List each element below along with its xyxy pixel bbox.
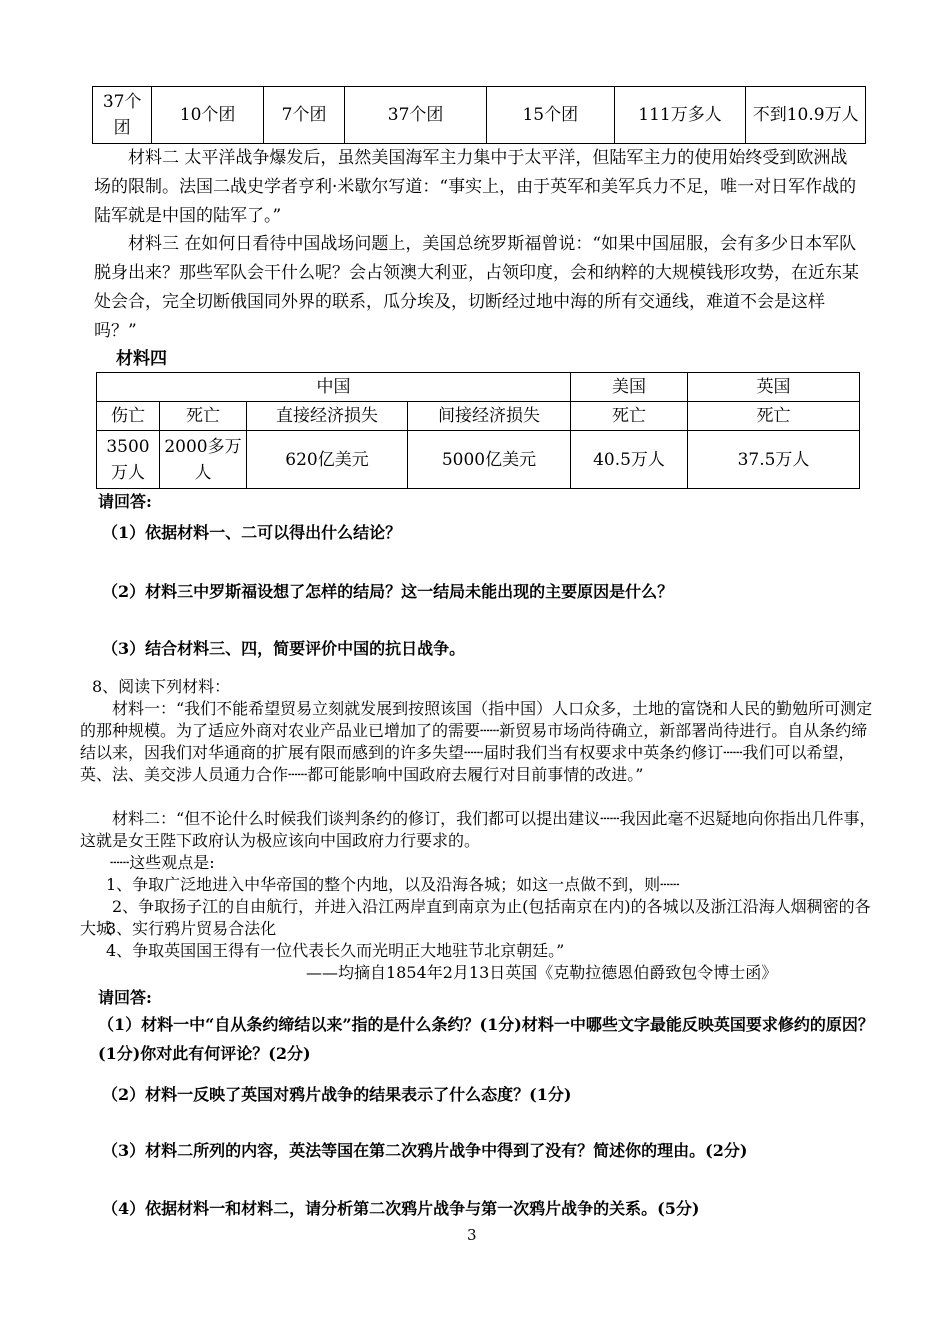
q8-source: ——均摘自1854年2月13日英国《克勒拉德恩伯爵致包令博士函》 (306, 963, 778, 982)
material-2: 材料二 太平洋战争爆发后，虽然美国海军主力集中于太平洋，但陆军主力的使用始终受到欧洲战场的限制。法国二战史学者亨利·米歇尔写道：“事实上，由于英军和美军兵力不足，唯一对日军作战的陆军就是中国的陆军了。” (94, 148, 857, 226)
q8-item: 4、争取英国国王得有一位代表长久而光明正大地驻节北京朝廷。” (106, 941, 565, 960)
table-cell: 7个团 (263, 87, 344, 144)
table-cell: 37个团 (93, 87, 152, 144)
page-number: 3 (467, 1226, 477, 1244)
question-8-1: （1）材料一中“自从条约缔结以来”指的是什么条约？(1分)材料一中哪些文字最能反映英国要求修约的原因？(1分)你对此有何评论？(2分) (98, 1015, 874, 1063)
table-cell: 111万多人 (614, 87, 746, 144)
material-3: 材料三 在如何日看待中国战场问题上，美国总统罗斯福曾说：“如果中国屈服，会有多少日本军队脱身出来？那些军队会干什么呢？会占领澳大利亚，占领印度，会和纳粹的大规模钱形攻势，在近东某处会合，完全切断俄国同外界的联系，瓜分埃及，切断经过地中海的所有交通线，难道不会是这样吗？” (94, 234, 859, 341)
table-row (97, 402, 860, 431)
table-row (97, 373, 860, 402)
subheader: 直接经济损失 (247, 402, 408, 431)
q8-viewpoints: ┄┄这些观点是: (110, 853, 215, 872)
material-4-title: 材料四 (116, 349, 167, 369)
subheader: 死亡 (688, 402, 860, 431)
table-cell: 10个团 (152, 87, 264, 144)
table-cell: 15个团 (486, 87, 614, 144)
table-cell: 不到10.9万人 (746, 87, 866, 144)
subheader: 死亡 (160, 402, 247, 431)
answer-prompt: 请回答: (98, 988, 152, 1007)
answer-prompt: 请回答: (98, 492, 152, 511)
question-7-3: （3）结合材料三、四，简要评价中国的抗日战争。 (102, 639, 466, 658)
question-7-2: （2）材料三中罗斯福设想了怎样的结局？这一结局未能出现的主要原因是什么？ (102, 582, 674, 601)
header-usa: 美国 (571, 373, 688, 402)
question-7-1: （1）依据材料一、二可以得出什么结论？ (102, 523, 402, 542)
table-row (93, 87, 866, 144)
table-cell: 5000亿美元 (408, 431, 571, 489)
subheader: 伤亡 (97, 402, 160, 431)
troop-table (92, 86, 866, 144)
question-8-2: （2）材料一反映了英国对鸦片战争的结果表示了什么态度？(1分) (102, 1085, 572, 1104)
table-cell: 2000多万人 (160, 431, 247, 489)
q8-material-2: 材料二：“但不论什么时候我们谈判条约的修订，我们都可以提出建议┄┄我因此毫不迟疑地向你指出几件事，这就是女王陛下政府认为极应该向中国政府力行要求的。 (80, 809, 876, 850)
question-8-3: （3）材料二所列的内容，英法等国在第二次鸦片战争中得到了没有？简述你的理由。(2分) (102, 1141, 748, 1160)
question-8-title: 8、阅读下列材料： (92, 677, 231, 696)
header-uk: 英国 (688, 373, 860, 402)
q8-item: 1、争取广泛地进入中华帝国的整个内地，以及沿海各城；如这一点做不到，则┄┄ (106, 875, 680, 894)
table-row (97, 431, 860, 489)
casualty-table (96, 372, 860, 489)
question-8-4: （4）依据材料一和材料二，请分析第二次鸦片战争与第一次鸦片战争的关系。(5分) (102, 1199, 700, 1218)
subheader: 死亡 (571, 402, 688, 431)
header-china: 中国 (97, 373, 571, 402)
table-cell: 620亿美元 (247, 431, 408, 489)
subheader: 间接经济损失 (408, 402, 571, 431)
q8-item: 2、争取扬子江的自由航行，并进入沿江两岸直到南京为止(包括南京在内)的各城以及浙江沿海人烟稠密的各大城 (80, 897, 871, 938)
table-cell: 3500万人 (97, 431, 160, 489)
table-cell: 37.5万人 (688, 431, 860, 489)
table-cell: 40.5万人 (571, 431, 688, 489)
q8-material-1: 材料一：“我们不能希望贸易立刻就发展到按照该国（指中国）人口众多，土地的富饶和人民的勤勉所可测定的那种规模。为了适应外商对农业产品业已增加了的需要┄┄新贸易市场尚待确立，新部署尚待进行。自从条约缔结以来，因我们对华通商的扩展有限而感到的许多失望┄┄届时我们当有权要求中英条约修订┄┄我们可以希望，英、法、美交涉人员通力合作┄┄都可能影响中国政府去履行对目前事情的改进。” (80, 699, 873, 784)
table-cell: 37个团 (345, 87, 487, 144)
q8-item: 3、实行鸦片贸易合法化 (106, 919, 277, 938)
